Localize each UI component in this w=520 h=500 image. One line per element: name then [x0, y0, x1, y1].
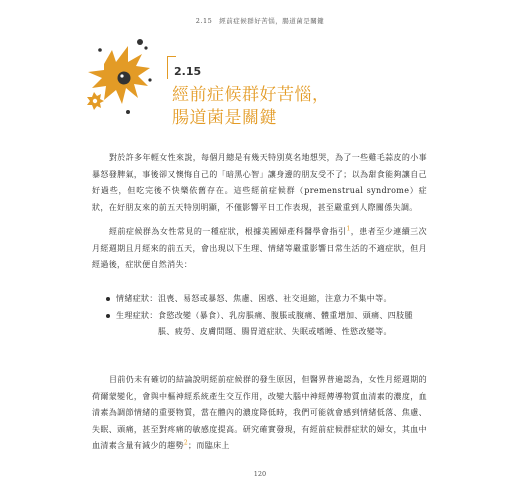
symptom-list [106, 291, 427, 341]
paragraph-1: 對於許多年輕女性來說，每個月總是有幾天特別莫名地想哭，為了一些雞毛蒜皮的小事暴怒發脾氣，事後卻又懊悔自己的「暗黑心智」讓身邊的朋友受不了；以為甜食能夠讓自己好過些，但吃完後不快樂依舊存在。這些經前症候群（premenstrual syndrome）症狀，在好朋友來的前五天特別明顯，不僅影響平日工作表現，甚至嚴重到人際關係失調。 [92, 153, 427, 212]
list-item-text: 沮喪、易怒或暴怒、焦慮、困惑、社交退縮，注意力不集中等。 [158, 294, 392, 303]
bullet-icon [106, 314, 110, 318]
list-item-label: 情緒症狀： [116, 294, 158, 303]
paragraph-2-text-cont: ，患者至少連續三次月經週期且月經來的前五天，會出現以下生理、情緒等嚴重影響日常生活的不適症狀，但月經過後，症狀便自然消失： [92, 227, 428, 269]
section-number: 2.15 [174, 65, 202, 78]
dark-dot-icon [148, 78, 151, 81]
list-item [106, 308, 427, 341]
germ-core [93, 99, 97, 103]
bacteria-decoration-icon [82, 34, 160, 116]
footnote-ref[interactable]: 1 [346, 225, 351, 233]
paragraph-3-text-cont: ；而臨床上 [188, 441, 230, 450]
section-title-line-2: 腸道菌是關鍵 [172, 108, 277, 128]
footnote-ref[interactable]: 2 [183, 439, 189, 447]
white-spot [120, 74, 123, 77]
dark-dot-icon [126, 110, 130, 114]
bullet-icon [106, 297, 110, 301]
list-item-label: 生理症狀： [116, 310, 158, 320]
list-item-text: 食慾改變（暴食）、乳房脹痛、腹脹或腹痛、體重增加、頭痛、四肢腫脹、疲勞、皮膚問題、腸胃道症狀、失眠或嗜睡、性慾改變等。 [158, 310, 413, 336]
paragraph-2-text: 經前症候群為女性常見的一種症狀，根據美國婦產科醫學會指引 [109, 227, 347, 236]
dark-dot-icon [144, 46, 147, 49]
paragraph-3 [92, 372, 427, 455]
list-item [106, 291, 427, 308]
paragraph-2 [92, 224, 427, 274]
dark-dot-icon [98, 48, 102, 52]
section-title-line-1: 經前症候群好苦惱， [172, 85, 330, 105]
page-number: 120 [253, 470, 267, 478]
paragraph-3-text: 目前仍未有確切的結論說明經前症候群的發生原因，但醫界普遍認為，女性月經週期的荷爾蒙變化，會與中樞神經系統產生交互作用，改變大腦中神經傳導物質血清素的濃度，血清素為調節情緒的重要物質，當在體內的濃度降低時，我們可能就會感到情緒低落、焦慮、失眠、頭痛，甚至對疼痛的敏感度提高。研究確實發現，有經前症候群症狀的婦女，其血中血清素含量有減少的趨勢 [92, 375, 427, 450]
dark-cell-icon [118, 72, 131, 85]
running-header: 2.15 經前症候群好苦惱，腸道菌是關鍵 [195, 17, 325, 25]
dark-dot-icon [137, 39, 143, 45]
